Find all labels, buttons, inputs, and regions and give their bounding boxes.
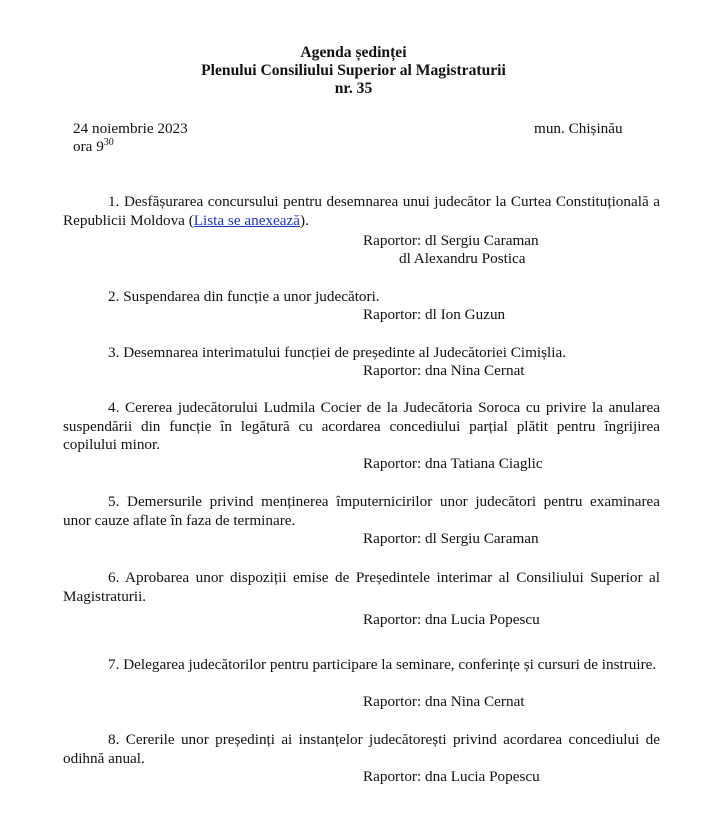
agenda-item-5	[63, 493, 660, 530]
meeting-date: 24 noiembrie 2023	[73, 120, 188, 137]
agenda-item-5-text: 5. Demersurile privind menținerea împuternicirilor unor judecători pentru examinarea unor cauze aflate în faza de terminare.	[63, 493, 660, 529]
agenda-item-6-text: 6. Aprobarea unor dispoziții emise de Președintele interimar al Consiliului Superior al Magistraturii.	[63, 569, 660, 605]
agenda-item-7	[63, 656, 660, 675]
agenda-item-1	[63, 193, 660, 230]
agenda-item-7-rapporteur: Raportor: dna Nina Cernat	[363, 693, 525, 710]
agenda-item-6	[63, 569, 660, 606]
agenda-item-2	[63, 288, 660, 307]
agenda-item-1-main: 1. Desfășurarea concursului pentru desemnarea unui judecător la Curtea Constituțională a Republicii Moldova (	[63, 193, 660, 229]
meeting-city: mun. Chișinău	[534, 120, 623, 137]
title-line-2: Plenului Consiliului Superior al Magistraturii	[201, 62, 506, 79]
agenda-item-2-text: 2. Suspendarea din funcție a unor judecători.	[108, 288, 380, 305]
agenda-item-2-rapporteur: Raportor: dl Ion Guzun	[363, 306, 506, 323]
agenda-item-8	[63, 731, 660, 768]
agenda-item-1-rapporteur: Raportor: dl Sergiu Caraman	[363, 232, 539, 249]
meeting-time-minutes: 30	[103, 137, 114, 148]
agenda-item-7-text: 7. Delegarea judecătorilor pentru participare la seminare, conferințe și cursuri de instruire.	[108, 656, 657, 673]
meeting-time-hour: ora 9	[73, 138, 104, 155]
title-line-3: nr. 35	[334, 80, 373, 97]
agenda-item-1-rapporteur-2: dl Alexandru Postica	[399, 250, 526, 267]
agenda-item-4	[63, 399, 660, 455]
annex-list-link[interactable]: Lista se anexează	[193, 211, 301, 229]
agenda-item-4-rapporteur: Raportor: dna Tatiana Ciaglic	[363, 455, 543, 472]
agenda-item-6-rapporteur: Raportor: dna Lucia Popescu	[363, 611, 540, 628]
title-line-1: Agenda ședinței	[300, 44, 407, 61]
agenda-item-3	[63, 344, 660, 363]
meeting-time	[73, 138, 114, 157]
agenda-item-3-rapporteur: Raportor: dna Nina Cernat	[363, 362, 525, 379]
agenda-item-8-rapporteur: Raportor: dna Lucia Popescu	[363, 768, 540, 785]
agenda-item-8-text: 8. Cererile unor președinți ai instanțelor judecătorești privind acordarea concediului de odihnă anual.	[63, 731, 660, 767]
agenda-item-1-text	[63, 193, 660, 230]
agenda-item-3-text: 3. Desemnarea interimatului funcției de președinte al Judecătoriei Cimișlia.	[108, 344, 566, 361]
agenda-item-5-rapporteur: Raportor: dl Sergiu Caraman	[363, 530, 539, 547]
agenda-item-1-end: ).	[300, 211, 309, 229]
agenda-title	[0, 44, 707, 98]
agenda-item-4-text: 4. Cererea judecătorului Ludmila Cocier de la Judecătoria Soroca cu privire la anularea suspendării din funcție în legătură cu acordarea concediului parțial plătit pentru îngrijirea copilului minor.	[63, 399, 660, 453]
